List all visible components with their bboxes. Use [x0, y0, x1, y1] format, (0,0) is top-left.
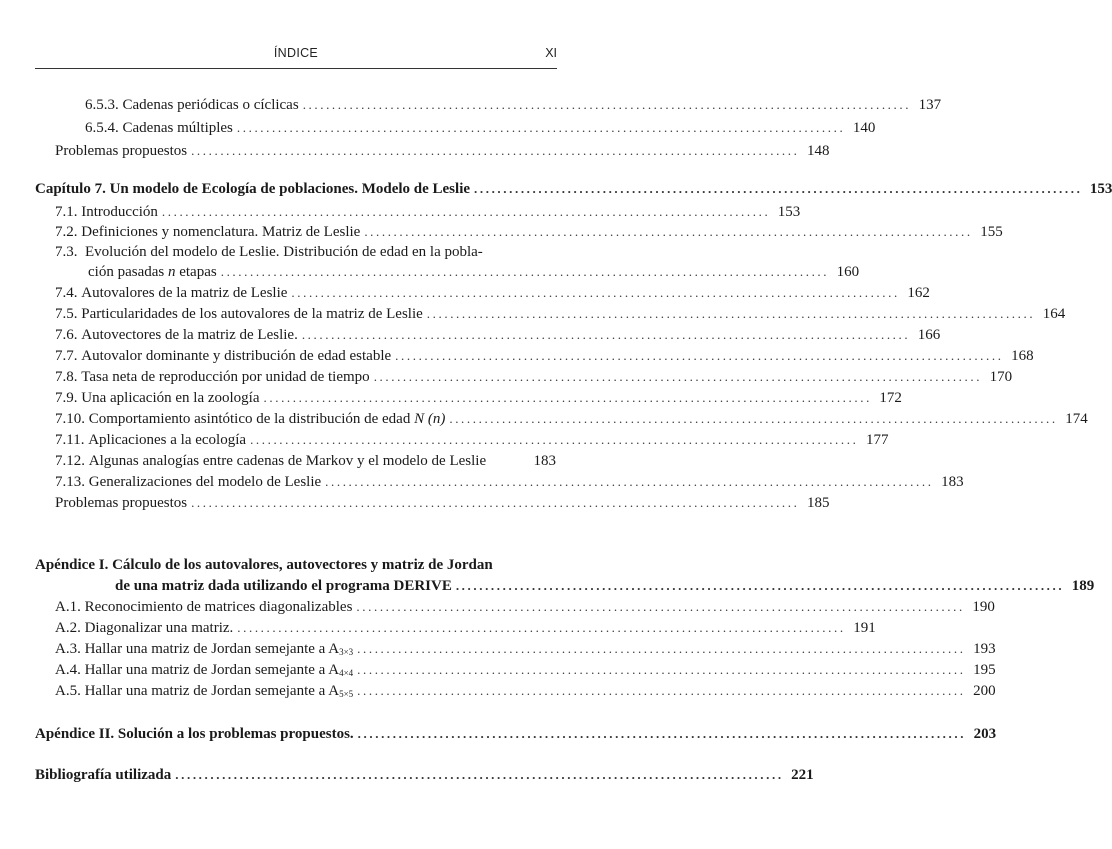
entry-number: 6.5.3.: [85, 97, 119, 113]
toc-entry-7-3: [0, 242, 600, 262]
dot-leader: ........................................................................................................: [175, 767, 784, 782]
toc-entry-a-3: [0, 639, 996, 659]
entry-page: 177: [865, 432, 889, 448]
entry-title: Algunas analogías entre cadenas de Markov y el modelo de Leslie: [88, 453, 487, 469]
toc-entry-6-5-3: [0, 95, 942, 115]
entry-title: Autovectores de la matriz de Leslie.: [81, 327, 298, 343]
toc-appendix-1: [0, 555, 600, 575]
dot-leader: ........................................................................................................: [220, 264, 830, 279]
dot-leader: ........................................................................................................: [291, 285, 900, 300]
entry-number: 7.6.: [55, 327, 78, 343]
entry-title: Aplicaciones a la ecología: [88, 432, 247, 448]
dot-leader: ........................................................................................................: [250, 432, 859, 447]
toc-entry-7-13: [0, 472, 964, 492]
entry-page: 183: [533, 453, 556, 469]
header-rule: [35, 68, 557, 69]
entry-page: 170: [989, 369, 1013, 385]
entry-number: 7.11.: [55, 432, 85, 448]
entry-title: Particularidades de los autovalores de la matriz de Leslie: [81, 306, 423, 322]
entry-page: 183: [941, 474, 964, 490]
entry-page: 137: [918, 97, 942, 113]
toc-entry-7-1: [0, 202, 801, 222]
dot-leader: ........................................................................................................: [357, 683, 966, 698]
entry-page: 191: [853, 620, 876, 636]
entry-number: 7.1.: [55, 204, 78, 220]
entry-number: 7.3.: [55, 244, 78, 260]
entry-page: 155: [980, 224, 1003, 240]
toc-entry-7-9: [0, 388, 902, 408]
toc-entry-7-6: [0, 325, 941, 345]
header-page-number: XI: [545, 46, 557, 60]
entry-number: 7.12.: [55, 453, 85, 469]
entry-number: 7.13.: [55, 474, 85, 490]
entry-number: 6.5.4.: [85, 120, 119, 136]
dot-leader: ........................................................................................................: [237, 620, 846, 635]
dot-leader: ........................................................................................................: [301, 327, 911, 342]
entry-title: Hallar una matriz de Jordan semejante a $A_{3\times 3}$: [84, 641, 354, 657]
entry-page: 203: [973, 726, 997, 742]
toc-entry-7-5: [0, 304, 1066, 324]
dot-leader: ........................................................................................................: [191, 495, 800, 510]
dot-leader: ........................................................................................................: [357, 726, 967, 741]
entry-number: A.3.: [55, 641, 81, 657]
dot-leader: ........................................................................................................: [356, 599, 965, 614]
dot-leader: ........................................................................................................: [236, 120, 846, 135]
entry-title: Comportamiento asintótico de la distribución de edad N (n): [88, 411, 446, 427]
entry-page: 189: [1071, 578, 1095, 594]
toc-entry-7-10: [0, 409, 1088, 429]
entry-page: 168: [1011, 348, 1034, 364]
dot-leader: ........................................................................................................: [364, 224, 973, 239]
entry-title: Evolución del modelo de Leslie. Distribución de edad en la pobla-: [85, 244, 483, 260]
toc-entry-problemas-7: [0, 493, 830, 513]
entry-page: 160: [836, 264, 860, 280]
dot-leader: ........................................................................................................: [449, 411, 1058, 426]
entry-title: Tasa neta de reproducción por unidad de tiempo: [81, 369, 370, 385]
entry-page: 164: [1042, 306, 1066, 322]
entry-title: Cadenas periódicas o cíclicas: [122, 97, 299, 113]
entry-title: Generalizaciones del modelo de Leslie: [88, 474, 322, 490]
entry-title: Autovalor dominante y distribución de edad estable: [81, 348, 392, 364]
toc-entry-7-7: [0, 346, 1034, 366]
entry-number: 7.9.: [55, 390, 78, 406]
dot-leader: ........................................................................................................: [191, 143, 800, 158]
entry-number: 7.4.: [55, 285, 78, 301]
entry-title: ción pasadas n etapas: [88, 264, 217, 280]
entry-page: 200: [973, 683, 996, 699]
appendix-title: Apéndice I. Cálculo de los autovalores, autovectores y matriz de Jordan: [35, 557, 493, 573]
toc-chapter-7: [0, 179, 1112, 199]
toc-entry-6-5-4: [0, 118, 876, 138]
toc-entry-7-2: [0, 222, 1003, 242]
entry-number: A.1.: [55, 599, 81, 615]
entry-page: 195: [973, 662, 996, 678]
bibliography-title: Bibliografía utilizada: [35, 767, 172, 783]
dot-leader: ........................................................................................................: [357, 641, 966, 656]
entry-page: 166: [917, 327, 941, 343]
entry-page: 174: [1065, 411, 1088, 427]
entry-number: 7.8.: [55, 369, 78, 385]
toc-appendix-2: [0, 724, 997, 744]
header-title: ÍNDICE: [273, 46, 319, 60]
entry-number: A.2.: [55, 620, 81, 636]
entry-number: 7.5.: [55, 306, 78, 322]
toc-appendix-1-continued: [0, 576, 1095, 596]
running-header: [35, 42, 557, 64]
entry-title: Problemas propuestos: [55, 143, 188, 159]
entry-title: Autovalores de la matriz de Leslie: [81, 285, 288, 301]
entry-number: 7.10.: [55, 411, 85, 427]
entry-page: 172: [879, 390, 902, 406]
toc-entry-7-8: [0, 367, 1013, 387]
dot-leader: ........................................................................................................: [455, 578, 1065, 593]
toc-entry-a-4: [0, 660, 996, 680]
dot-leader: ........................................................................................................: [161, 204, 771, 219]
entry-title: Introducción: [81, 204, 158, 220]
entry-title: Hallar una matriz de Jordan semejante a $A_{4\times 4}$: [84, 662, 354, 678]
dot-leader: ........................................................................................................: [263, 390, 872, 405]
entry-page: 153: [777, 204, 801, 220]
entry-title: Una aplicación en la zoología: [81, 390, 260, 406]
toc-entry-problemas-6: [0, 141, 830, 161]
appendix-title: de una matriz dada utilizando el programa DERIVE: [115, 578, 452, 594]
entry-page: 162: [907, 285, 930, 301]
chapter-title: Capítulo 7. Un modelo de Ecología de poblaciones. Modelo de Leslie: [35, 181, 471, 197]
dot-leader: ........................................................................................................: [426, 306, 1036, 321]
toc-entry-7-11: [0, 430, 889, 450]
dot-leader: ........................................................................................................: [474, 181, 1083, 196]
entry-page: 185: [806, 495, 830, 511]
dot-leader: ........................................................................................................: [357, 662, 966, 677]
entry-number: A.4.: [55, 662, 81, 678]
entry-title: Definiciones y nomenclatura. Matriz de Leslie: [81, 224, 361, 240]
toc-entry-7-3-continued: [0, 262, 860, 282]
entry-number: 7.7.: [55, 348, 78, 364]
entry-title: Diagonalizar una matriz.: [84, 620, 234, 636]
entry-page: 148: [806, 143, 830, 159]
toc-entry-a-5: [0, 681, 996, 701]
entry-page: 193: [973, 641, 996, 657]
toc-entry-7-4: [0, 283, 930, 303]
entry-title: Hallar una matriz de Jordan semejante a $A_{5\times 5}$: [84, 683, 354, 699]
dot-leader: ........................................................................................................: [395, 348, 1004, 363]
entry-page: 190: [972, 599, 995, 615]
entry-title: Problemas propuestos: [55, 495, 188, 511]
dot-leader: ........................................................................................................: [325, 474, 934, 489]
dot-leader: ........................................................................................................: [302, 97, 912, 112]
toc-bibliography: [0, 765, 814, 785]
entry-page: 140: [852, 120, 876, 136]
entry-page: 221: [791, 767, 814, 783]
entry-title: Reconocimiento de matrices diagonalizables: [84, 599, 353, 615]
entry-number: 7.2.: [55, 224, 78, 240]
entry-title: Cadenas múltiples: [122, 120, 233, 136]
entry-page: 153: [1089, 181, 1112, 197]
dot-leader: ........................................................................................................: [373, 369, 983, 384]
toc-entry-a-2: [0, 618, 876, 638]
appendix-title: Apéndice II. Solución a los problemas propuestos.: [35, 726, 354, 742]
entry-number: A.5.: [55, 683, 81, 699]
toc-entry-a-1: [0, 597, 995, 617]
toc-entry-7-12: [0, 451, 600, 471]
